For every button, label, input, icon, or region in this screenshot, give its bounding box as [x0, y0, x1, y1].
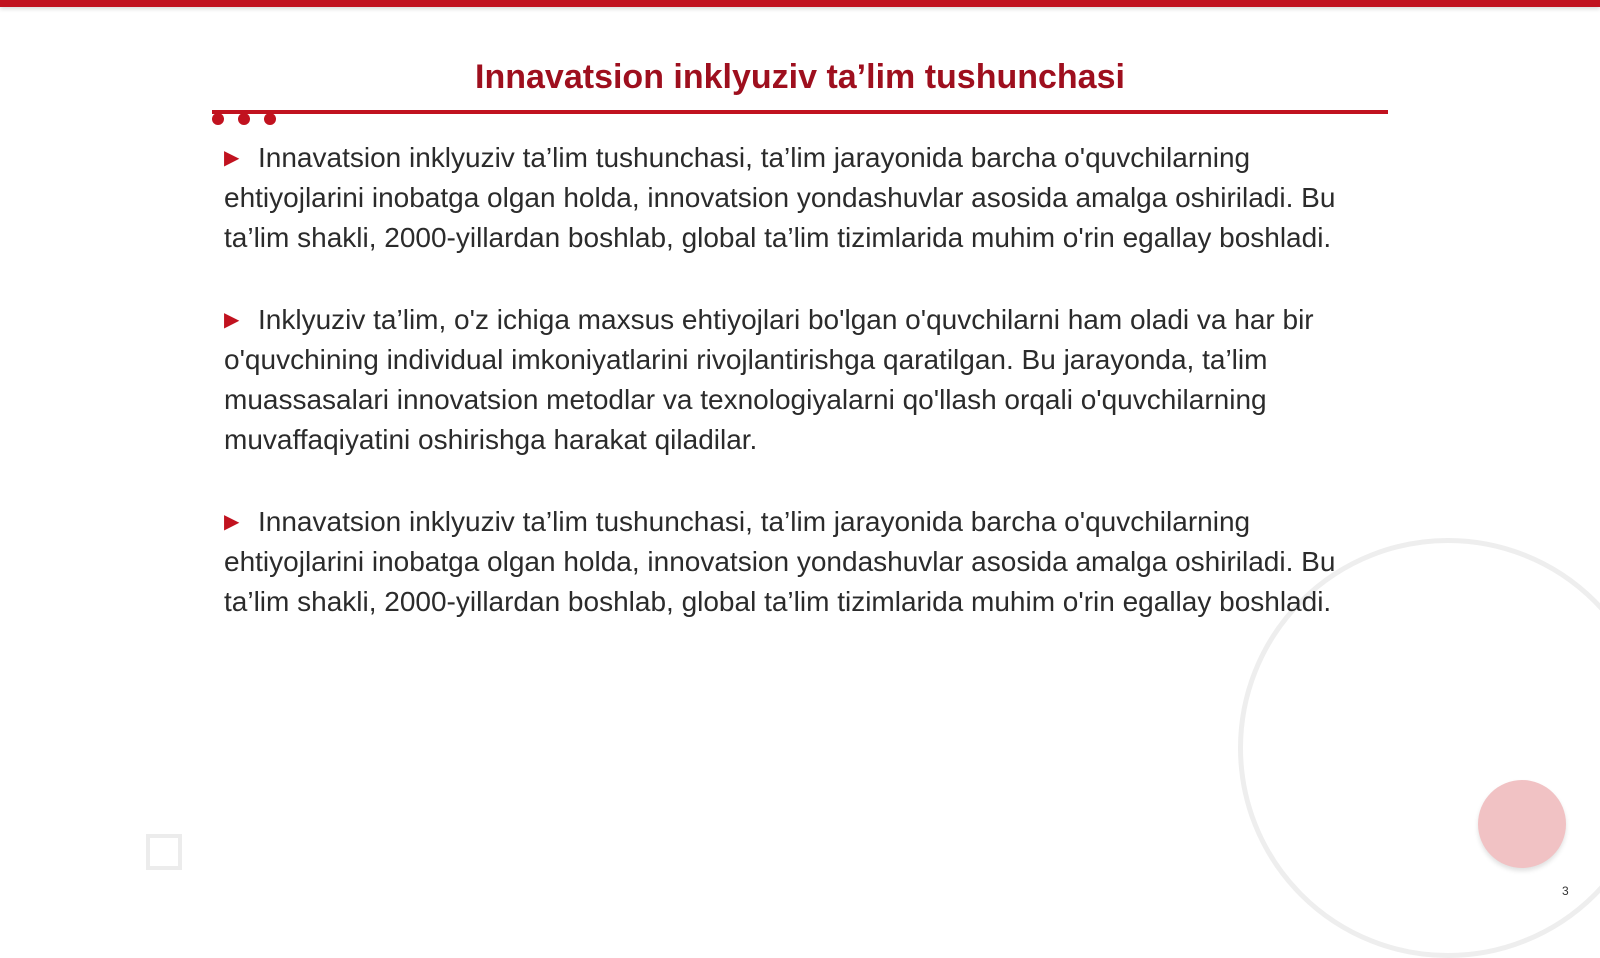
paragraph-text: Innavatsion inklyuziv ta’lim tushunchasi, ta’lim jarayonida barcha o'quvchilarning ehtiyojlarini inobatga olgan holda, innovatsion yondashuvlar asosida amalga oshiriladi. Bu ta’lim shakli, 2000-yillardan boshlab, global ta’lim tizimlarida muhim o'rin egallay boshladi. [224, 142, 1336, 253]
paragraph-text: Inklyuziv ta’lim, o'z ichiga maxsus ehtiyojlari bo'lgan o'quvchilarni ham oladi va har bir o'quvchining individual imkoniyatlarini rivojlantirishga qaratilgan. Bu jarayonda, ta’lim muassasalari innovatsion metodlar va texnologiyalarni qo'llash orqali o'quvchilarning muvaffaqiyatini oshirishga harakat qiladilar. [224, 304, 1314, 455]
bullet-paragraph [224, 502, 1384, 622]
slide-body [224, 138, 1384, 664]
paragraph-text: Innavatsion inklyuziv ta’lim tushunchasi, ta’lim jarayonida barcha o'quvchilarning ehtiyojlarini inobatga olgan holda, innovatsion yondashuvlar asosida amalga oshiriladi. Bu ta’lim shakli, 2000-yillardan boshlab, global ta’lim tizimlarida muhim o'rin egallay boshladi. [224, 506, 1336, 617]
bullet-paragraph [224, 300, 1384, 460]
top-accent-bar [0, 0, 1600, 7]
decor-square-outline [146, 834, 182, 870]
slide-title: Innavatsion inklyuziv ta’lim tushunchasi [475, 58, 1125, 96]
decor-dot [238, 113, 250, 125]
bullet-arrow-icon: ▶ [224, 309, 240, 331]
decor-dot [212, 113, 224, 125]
decor-dot [264, 113, 276, 125]
bullet-paragraph [224, 138, 1384, 258]
decor-pink-circle [1478, 780, 1566, 868]
bullet-arrow-icon: ▶ [224, 147, 240, 169]
page-number: 3 [1562, 884, 1569, 898]
bullet-arrow-icon: ▶ [224, 511, 240, 533]
title-underline [212, 110, 1388, 114]
